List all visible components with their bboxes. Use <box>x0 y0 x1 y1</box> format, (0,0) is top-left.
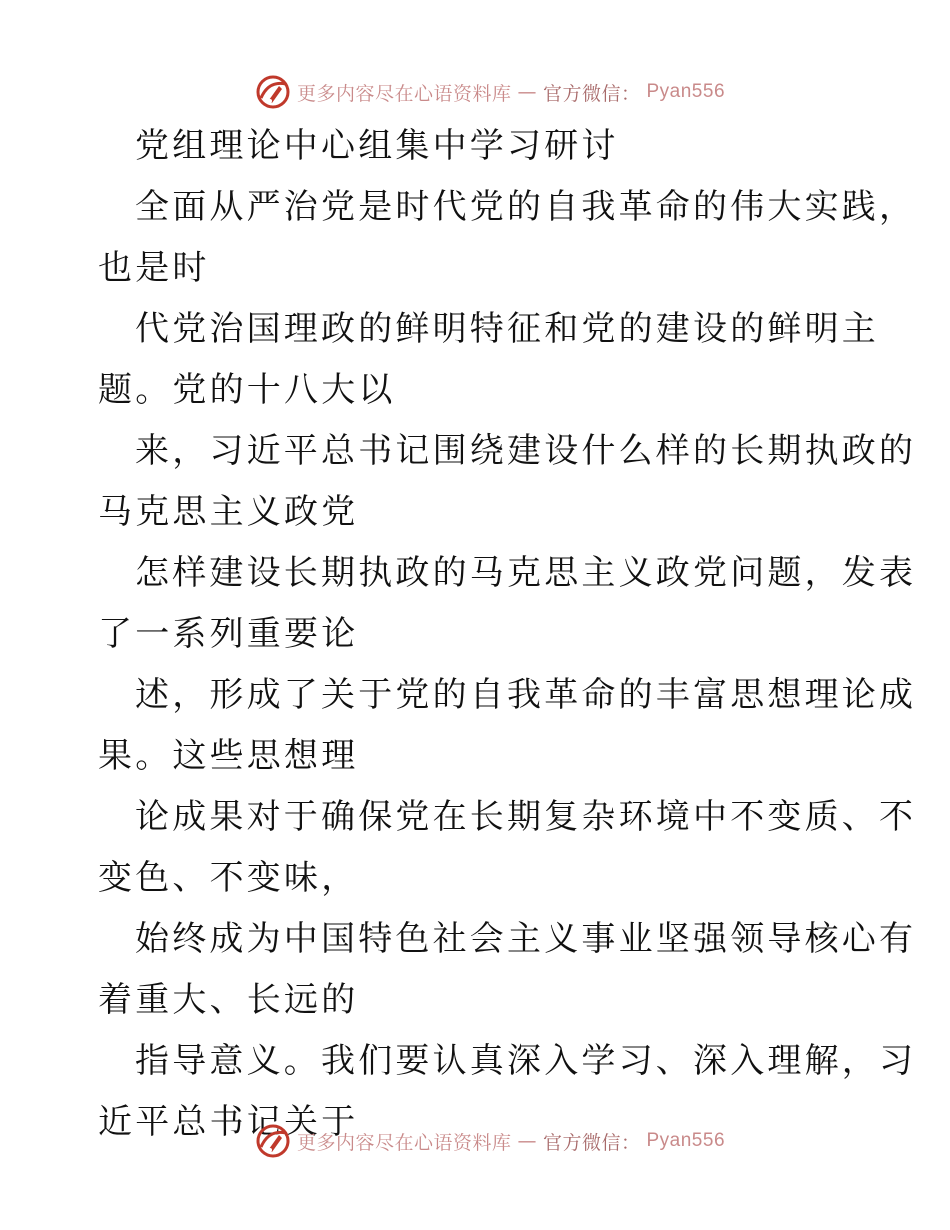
footer-banner <box>0 1121 950 1161</box>
doc-line: 题。党的十八大以 <box>98 370 396 410</box>
doc-line: 了一系列重要论 <box>98 614 359 654</box>
pen-logo-icon <box>255 74 291 110</box>
doc-line: 马克思主义政党 <box>98 492 359 532</box>
pen-logo-icon <box>255 1123 291 1159</box>
banner-wechat-label: 官方微信： <box>542 82 641 105</box>
banner-separator: — <box>517 1130 537 1152</box>
banner-inner <box>255 1123 725 1159</box>
doc-line: 论成果对于确保党在长期复杂环境中不变质、不 <box>135 797 917 837</box>
banner-inner <box>255 74 725 110</box>
doc-line: 果。这些思想理 <box>98 736 359 776</box>
doc-line: 始终成为中国特色社会主义事业坚强领导核心有 <box>135 919 917 959</box>
doc-line-title: 党组理论中心组集中学习研讨 <box>135 126 619 166</box>
doc-line: 着重大、长远的 <box>98 980 359 1020</box>
doc-line: 也是时 <box>98 248 210 288</box>
doc-line: 代党治国理政的鲜明特征和党的建设的鲜明主 <box>135 309 879 349</box>
document-body <box>98 116 917 1153</box>
header-banner <box>0 72 950 112</box>
banner-wechat-id: Pyan556 <box>646 1130 726 1151</box>
doc-line: 指导意义。我们要认真深入学习、深入理解，习 <box>135 1041 917 1081</box>
banner-wechat-id: Pyan556 <box>646 81 726 102</box>
doc-line: 变色、不变味， <box>98 858 359 898</box>
doc-line: 述，形成了关于党的自我革命的丰富思想理论成 <box>135 675 917 715</box>
doc-line: 来，习近平总书记围绕建设什么样的长期执政的 <box>135 431 917 471</box>
doc-line: 怎样建设长期执政的马克思主义政党问题，发表 <box>135 553 917 593</box>
banner-wechat-label: 官方微信： <box>542 1131 641 1154</box>
banner-separator: — <box>517 81 537 103</box>
doc-line: 全面从严治党是时代党的自我革命的伟大实践， <box>135 187 917 227</box>
doc-line: 近平总书记关于 <box>98 1102 359 1142</box>
banner-site-text: 更多内容尽在心语资料库 <box>296 82 512 105</box>
banner-site-text: 更多内容尽在心语资料库 <box>296 1131 512 1154</box>
